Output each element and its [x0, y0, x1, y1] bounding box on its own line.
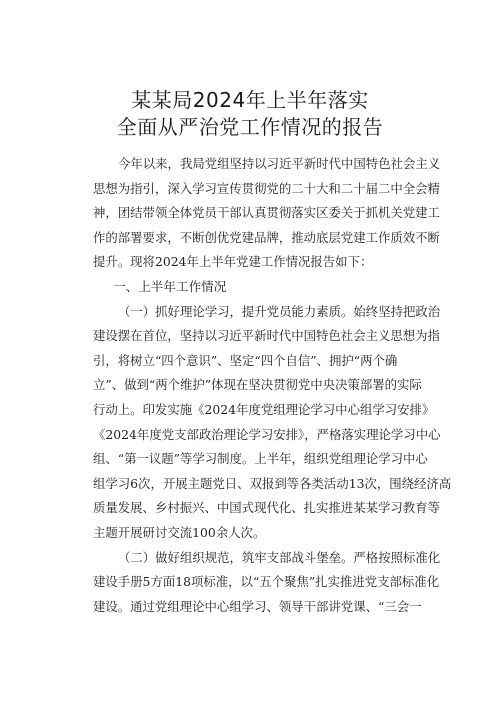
intro-line: 神，团结带领全体党员干部认真贯彻落实区委关于抓机关党建工: [93, 205, 440, 221]
paragraph-line: 主题开展研讨交流100余人次。: [93, 524, 266, 540]
paragraph-line: （二）做好组织规范，筑牢支部战斗堡垒。严格按照标准化: [118, 549, 441, 565]
paragraph-line: 建设摆在首位，坚持以习近平新时代中国特色社会主义思想为指: [93, 328, 440, 344]
document-title-line-2: 全面从严治党工作情况的报告: [116, 115, 384, 139]
paragraph-line: 组、“第一议题”等学习制度。上半年，组织党组理论学习中心: [93, 451, 428, 467]
intro-line: 今年以来，我局党组坚持以习近平新时代中国特色社会主义: [118, 156, 441, 171]
paragraph-line: 质量发展、乡村振兴、中国式现代化、扎实推进某某学习教育等: [93, 500, 440, 516]
section-heading: 一、上半年工作情况: [113, 278, 227, 294]
intro-line: 思想为指引，深入学习宣传贯彻党的二十大和二十届二中全会精: [93, 180, 440, 196]
intro-line: 作的部署要求，不断创优党建品牌，推动底层党建工作质效不断: [93, 229, 440, 245]
paragraph-line: 《2024年度党支部政治理论学习安排》，严格落实理论学习中心: [93, 426, 441, 442]
paragraph-line: 行动上。印发实施《2024年度党组理论学习中心组学习安排》: [93, 401, 435, 417]
paragraph-line: 引，将树立“四个意识”、坚定“四个自信”、拥护“两个确: [93, 352, 398, 368]
paragraph-line: 立”、做到“两个维护”体现在坚决贯彻党中央决策部署的实际: [93, 377, 422, 393]
document-body: [93, 152, 452, 619]
paragraph-line: 建设。通过党组理论中心组学习、领导干部讲党课、“三会一: [93, 598, 422, 614]
intro-line: 提升。现将2024年上半年党建工作情况报告如下：: [93, 254, 373, 270]
paragraph-line: （一）抓好理论学习，提升党员能力素质。始终坚持把政治: [118, 303, 441, 319]
paragraph-line: 建设手册5方面18项标准，以“五个聚焦”扎实推进党支部标准化: [93, 574, 440, 590]
paragraph-line: 组学习6次，开展主题党日、双报到等各类活动13次，围绕经济高: [93, 475, 452, 491]
document-title-line-1: 某某局2024年上半年落实: [131, 88, 369, 112]
